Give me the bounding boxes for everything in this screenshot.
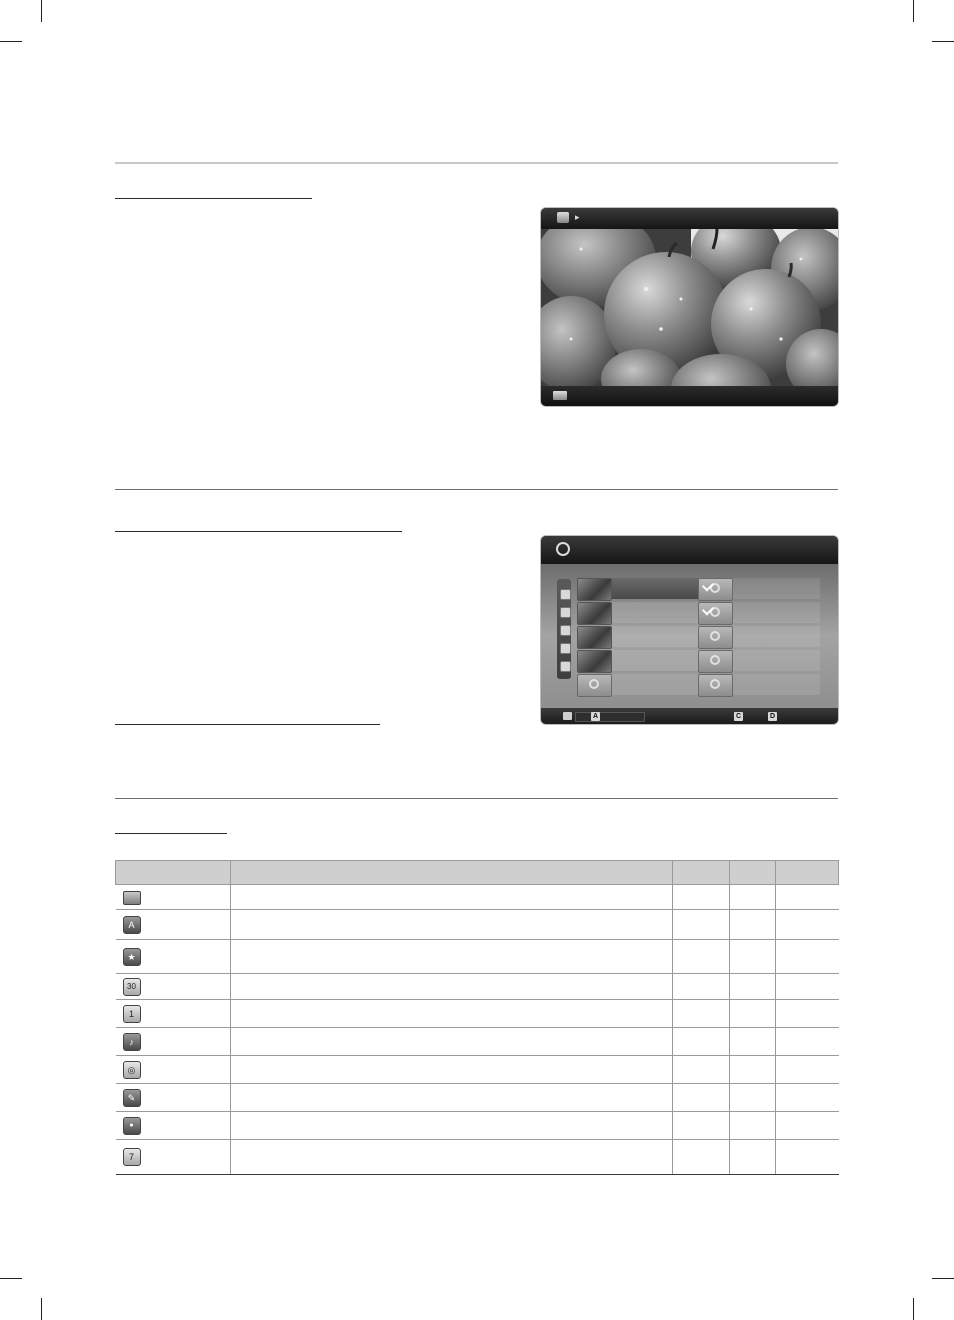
photo-folder-icon [557,212,569,223]
video-thumbnail[interactable] [577,650,612,673]
screen-bottom-bar [541,386,838,406]
section-divider [115,162,838,164]
table-row [116,1112,839,1140]
film-reel-icon [556,542,570,556]
crop-mark [0,1278,22,1279]
title-az-icon: A [123,916,141,934]
heading-underline [115,833,227,834]
category-sidebar[interactable] [557,579,571,679]
table-row [116,885,839,910]
content-browser-screen [541,536,838,724]
video-thumbnail[interactable] [577,602,612,625]
film-reel-icon[interactable] [698,650,733,673]
key-a-button[interactable]: A [592,713,599,720]
film-reel-icon[interactable] [577,674,612,697]
section-divider [115,489,838,490]
mood-icon: ✎ [123,1089,141,1107]
folder-icon [123,891,141,905]
section-divider [115,798,838,799]
key-d-button[interactable]: D [769,713,776,720]
table-row [116,1028,839,1056]
crop-mark [932,41,954,42]
table-row [116,940,839,974]
date-icon: 7 [123,1148,141,1166]
table-row [116,1084,839,1112]
calendar-30-icon: 30 [123,978,141,996]
title-icon[interactable] [560,607,571,618]
film-reel-icon[interactable] [698,674,733,697]
calendar-icon[interactable] [560,625,571,636]
apple-photo [541,229,838,386]
crop-mark [0,41,22,42]
star-icon: ★ [123,948,141,966]
footer-field [575,712,645,722]
table-header-row [116,861,839,885]
film-reel-icon[interactable] [698,626,733,649]
screen-top-bar [541,208,838,229]
crop-mark [932,1278,954,1279]
table-header-cell [730,861,776,885]
table-row [116,1140,839,1175]
folder-icon[interactable] [560,589,571,600]
table-row [116,1000,839,1028]
key-c-button[interactable]: C [735,713,742,720]
heading-underline [115,198,312,199]
crop-mark [41,1298,42,1320]
video-thumbnail[interactable] [577,626,612,649]
table-header-cell [231,861,673,885]
table-header-cell [673,861,730,885]
heading-underline [115,531,402,532]
color-icon: ● [123,1117,141,1135]
calendar-1-icon: 1 [123,1005,141,1023]
device-icon [563,712,572,720]
play-indicator: ▸ [575,212,580,222]
table-header-cell [116,861,231,885]
icon-table [115,860,839,1175]
table-header-cell [776,861,839,885]
heading-underline [115,724,380,725]
crop-mark [913,0,914,22]
crop-mark [41,0,42,22]
artist-icon: ♪ [123,1033,141,1051]
photo-viewer-screen [541,208,838,406]
calendar-1-icon[interactable] [560,643,571,654]
table-row [116,910,839,940]
video-thumbnail[interactable] [577,578,612,601]
artist-icon[interactable] [560,661,571,672]
device-icon [553,391,567,400]
film-reel-icon[interactable] [698,602,733,625]
crop-mark [913,1298,914,1320]
screen-top-bar [541,536,838,564]
genre-icon: ◎ [123,1061,141,1079]
screen-footer [541,708,838,724]
table-row [116,974,839,1000]
table-row [116,1056,839,1084]
film-reel-icon[interactable] [698,578,733,601]
